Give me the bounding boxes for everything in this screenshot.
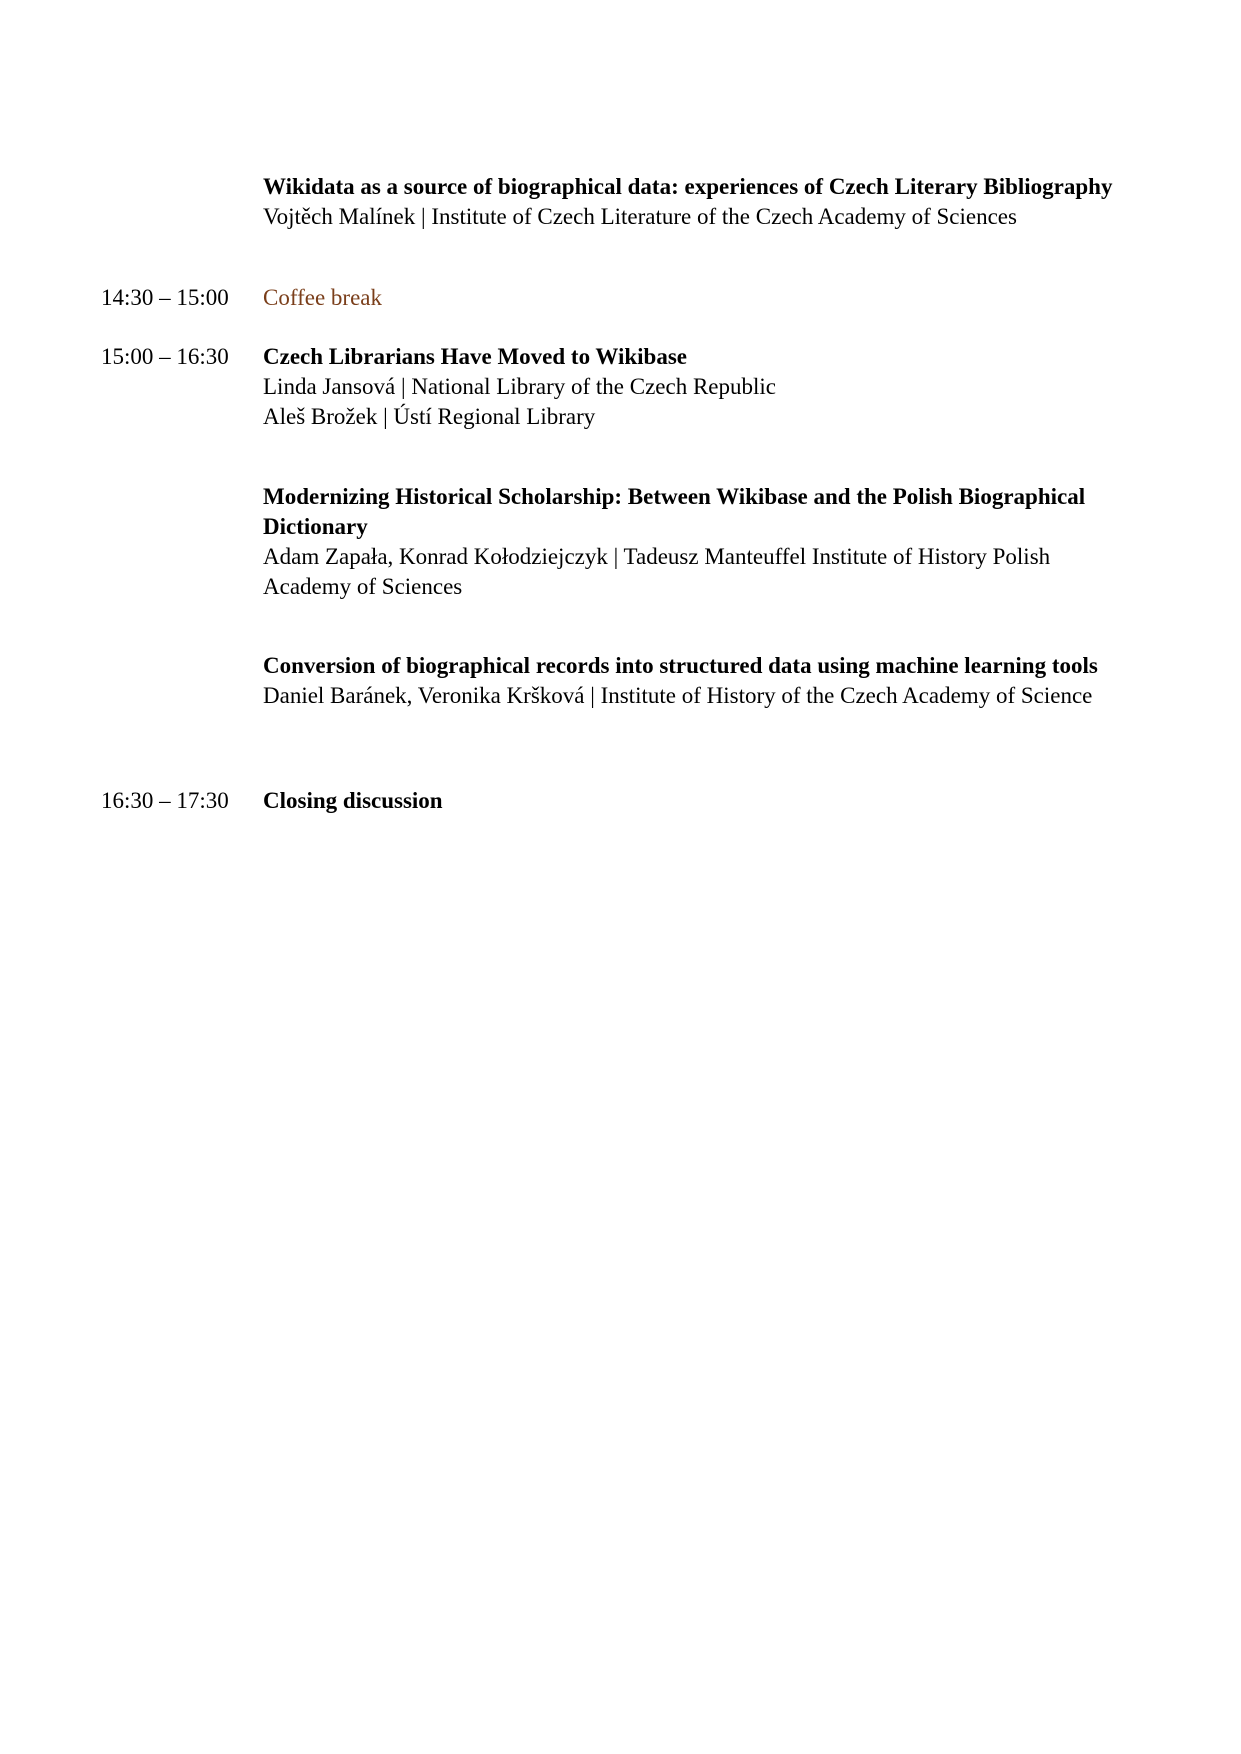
talk-title: Wikidata as a source of biographical data: experiences of Czech Literary Bibliography	[263, 174, 1113, 199]
talk-title: Conversion of biographical records into structured data using machine learning tools	[263, 653, 1098, 678]
talk-speaker: Adam Zapała, Konrad Kołodziejczyk | Tadeusz Manteuffel Institute of History Polish Academy of Sciences	[263, 544, 1051, 599]
time-slot: 14:30 – 15:00	[101, 285, 229, 310]
talk-title: Czech Librarians Have Moved to Wikibase	[263, 344, 688, 369]
talk-speaker: Aleš Brožek | Ústí Regional Library	[263, 404, 596, 429]
talk-title: Modernizing Historical Scholarship: Between Wikibase and the Polish Biographical Dictionary	[263, 484, 1086, 539]
time-slot: 16:30 – 17:30	[101, 788, 229, 813]
talk-modernizing	[263, 482, 1133, 602]
talk-czech-librarians	[263, 342, 1133, 432]
coffee-break-label: Coffee break	[263, 285, 382, 310]
talk-wikidata	[263, 172, 1133, 232]
talk-conversion	[263, 651, 1133, 711]
talk-speaker: Vojtěch Malínek | Institute of Czech Literature of the Czech Academy of Sciences	[263, 204, 1017, 229]
talk-speaker: Daniel Baránek, Veronika Kršková | Institute of History of the Czech Academy of Science	[263, 683, 1093, 708]
closing-title: Closing discussion	[263, 788, 443, 813]
talk-speaker: Linda Jansová | National Library of the Czech Republic	[263, 374, 776, 399]
closing-discussion	[263, 786, 1133, 816]
coffee-break	[263, 283, 1133, 313]
time-slot: 15:00 – 16:30	[101, 344, 229, 369]
